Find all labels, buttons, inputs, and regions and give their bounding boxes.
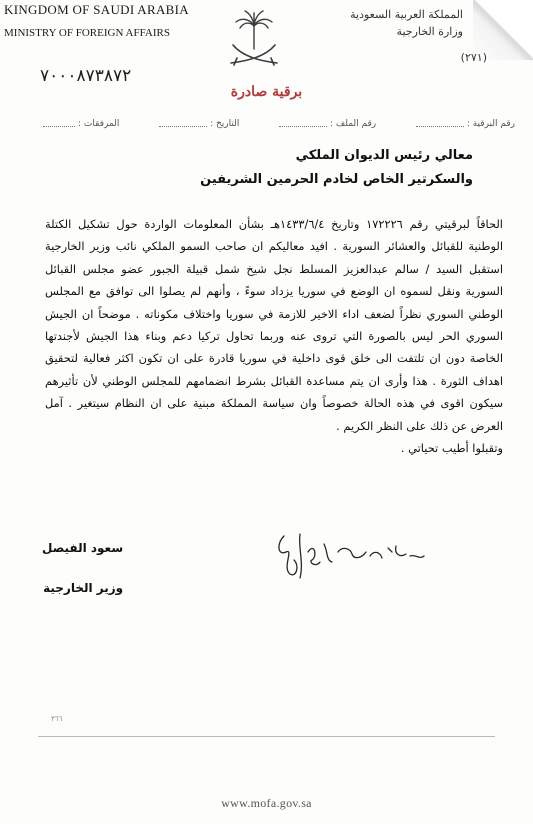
file-number-blank <box>279 119 327 127</box>
ministry-name: MINISTRY OF FOREIGN AFFAIRS <box>4 27 170 39</box>
signature-block <box>42 528 123 608</box>
document-type-title: برقية صادرة <box>230 84 303 100</box>
kingdom-name: KINGDOM OF SAUDI ARABIA <box>4 2 189 17</box>
date-field <box>156 119 239 129</box>
date-blank <box>159 119 207 127</box>
attachments-blank <box>43 119 75 127</box>
serial-number: ٧٠٠٠٨٧٣٨٧٢ <box>40 66 132 86</box>
english-letterhead <box>4 2 189 39</box>
body-paragraph: الحاقاً لبرقيتي رقم ١٧٢٢٢٦ وتاريخ ١٤٣٣/٦/٤هـ بشأن المعلومات الواردة حول تشكيل الكتلة الوطنية للقبائل والعشائر السورية . افيد معاليكم ان صاحب السمو الملكي نائب وزير الخارجية استقبل السيد / سالم عبدالعزيز المسلط نجل شيخ شمل قبيلة الجبور عضو مجلس القبائل السورية ونقل لسموه ان الوضع في سوريا يزداد سوءً ، وأنهم لم يصلوا الى توافق مع المجلس الوطني السوري نظراً لضعف اداء الاخير للازمة في سوريا واختلاف مكوناته . موضحاً ان الجيش السوري الحر ليس بالصورة التي تروى عنه وربما تحاول تركيا دعم وبناء هذا الجيش لأجندتها الخاصة دون ان تلتفت الى خلق قوى داخلية في سوريا قادرة على ان تكون اكثر فعالية لتحقيق اهداف الثورة . هذا وأرى ان يتم مساعدة القبائل بشرط انضمامهم للمجلس الوطني لأن تأثيرهم سيكون اقوى في هذه الحالة خصوصاً وان سياسة المملكة مبنية على ان النظام سيتغير . آمل العرض عن ذلك على النظر الكريم . <box>45 217 503 433</box>
meta-fields <box>40 119 515 129</box>
file-number-field <box>276 119 376 129</box>
addressee-line-2: والسكرتير الخاص لخادم الحرمين الشريفين <box>200 172 473 187</box>
letter-body <box>45 213 503 459</box>
telegram-number-label: رقم البرقية : <box>466 119 515 129</box>
closing-line: وتقبلوا أطيب تحياتي . <box>400 441 503 456</box>
attachments-field <box>40 119 119 129</box>
addressee-block <box>200 144 473 192</box>
arabic-letterhead <box>350 8 463 38</box>
attachments-label: المرفقات : <box>78 119 120 129</box>
date-label: التاريخ : <box>210 119 240 129</box>
ministry-name-arabic: وزارة الخارجية <box>396 25 463 38</box>
footer-divider <box>38 736 495 737</box>
saudi-emblem-icon <box>221 5 287 71</box>
file-number-label: رقم الملف : <box>330 119 377 129</box>
reference-number: (٢٧١) <box>460 51 487 64</box>
addressee-line-1: معالي رئيس الديوان الملكي <box>295 148 473 163</box>
signatory-title: وزير الخارجية <box>43 581 124 595</box>
kingdom-name-arabic: المملكة العربية السعودية <box>350 8 463 21</box>
handwritten-signature <box>270 522 430 592</box>
telegram-number-blank <box>416 119 464 127</box>
signatory-name: سعود الفيصل <box>42 541 124 555</box>
telegram-number-field <box>413 119 515 129</box>
footer-website: www.mofa.gov.sa <box>221 796 312 810</box>
page-mark: ٣٦٦ <box>51 715 63 723</box>
